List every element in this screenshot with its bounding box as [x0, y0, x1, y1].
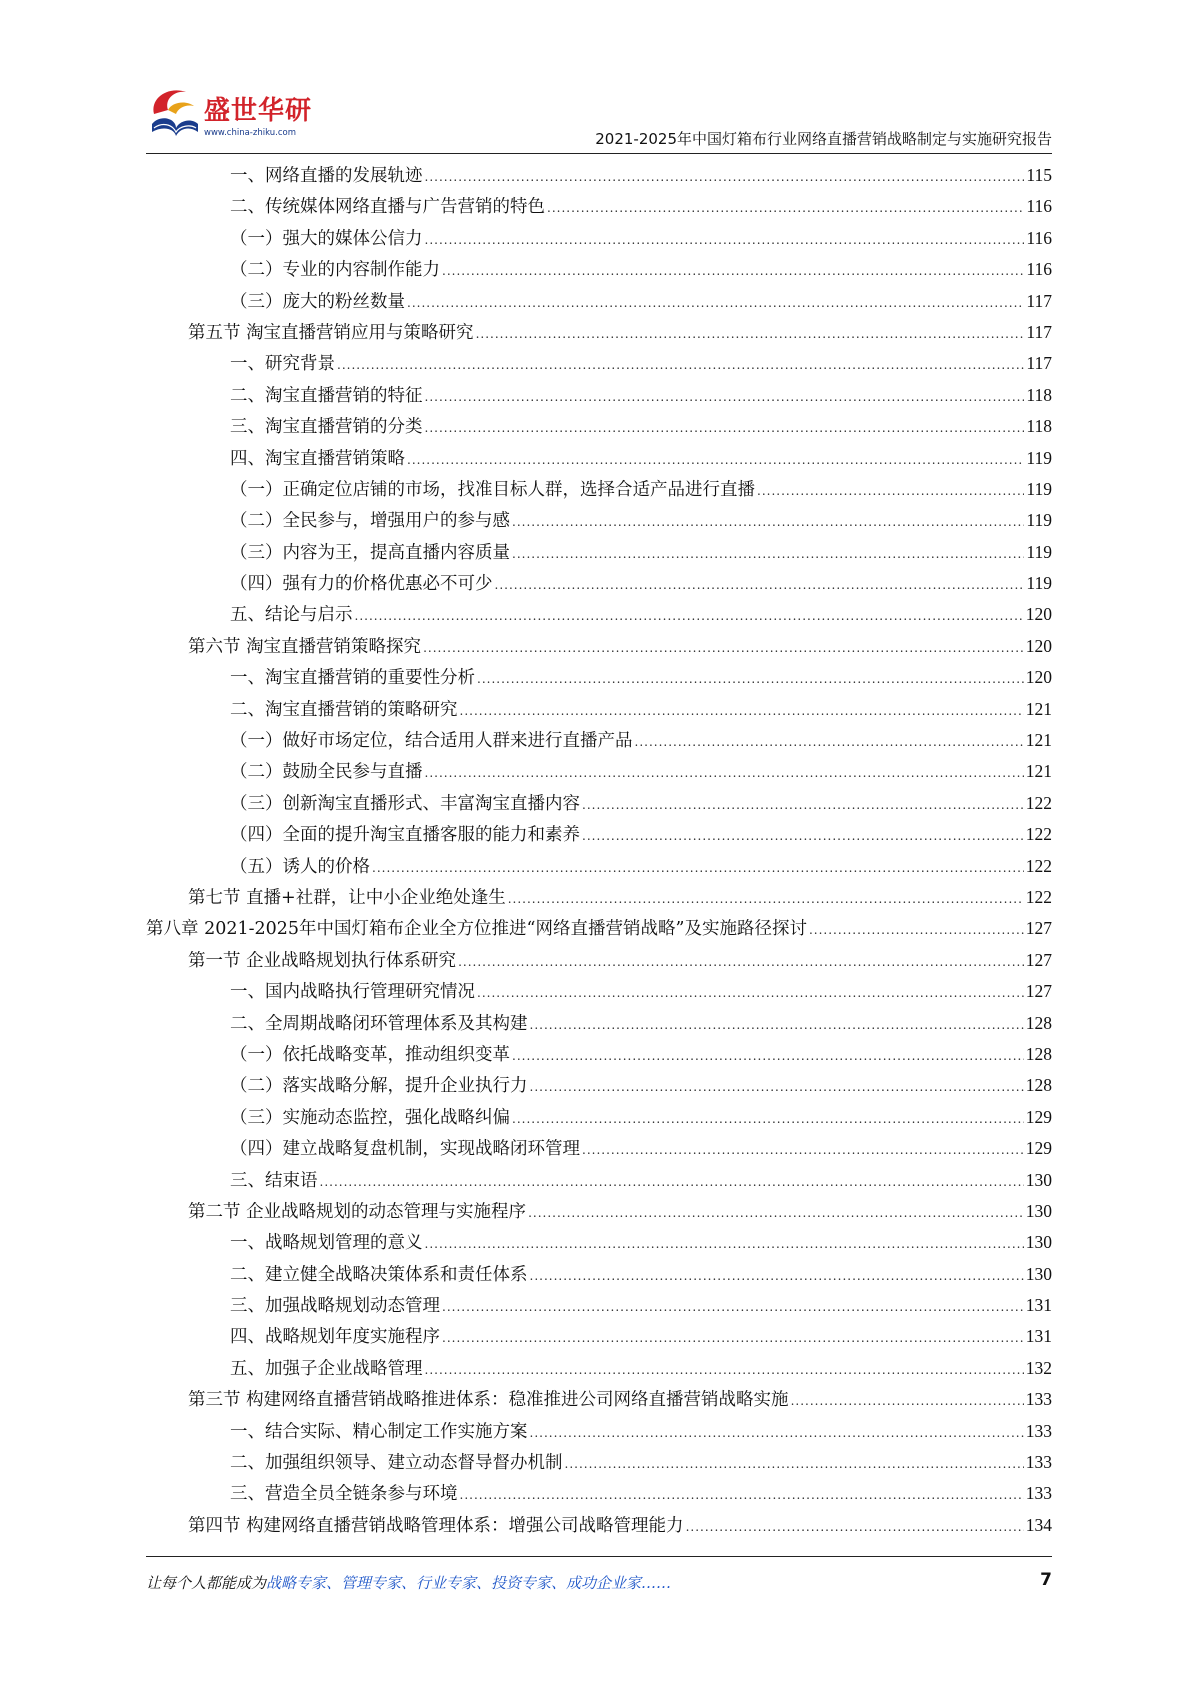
toc-entry[interactable] [146, 1133, 1052, 1164]
report-title: 2021-2025年中国灯箱布行业网络直播营销战略制定与实施研究报告 [595, 130, 1052, 148]
toc-entry[interactable] [146, 537, 1052, 568]
toc-entry[interactable] [146, 443, 1052, 474]
toc-entry[interactable] [146, 348, 1052, 379]
toc-entry-title: 一、网络直播的发展轨迹 [230, 166, 423, 186]
toc-entry-title: 一、国内战略执行管理研究情况 [230, 982, 475, 1003]
toc-leader-dots [425, 1355, 1024, 1386]
toc-entry[interactable] [146, 380, 1052, 411]
toc-leader-dots [425, 413, 1025, 444]
header-divider [146, 153, 1052, 154]
footer-divider [146, 1556, 1052, 1557]
toc-leader-dots [407, 288, 1024, 319]
toc-entry[interactable] [146, 160, 1052, 191]
toc-entry-title: （二）全民参与，增强用户的参与感 [230, 511, 510, 532]
toc-entry-page: 118 [1026, 416, 1052, 437]
toc-entry-page: 122 [1025, 855, 1052, 876]
toc-entry-page: 119 [1026, 510, 1052, 531]
toc-entry-title: （三）庞大的粉丝数量 [230, 291, 405, 312]
toc-leader-dots [337, 350, 1024, 381]
toc-entry[interactable] [146, 913, 1052, 944]
page-header [146, 80, 1052, 156]
toc-entry-title: （三）创新淘宝直播形式、丰富淘宝直播内容 [230, 793, 580, 814]
toc-entry-page: 119 [1026, 478, 1052, 499]
toc-leader-dots [460, 1480, 1024, 1511]
toc-leader-dots [442, 256, 1024, 287]
toc-entry-page: 117 [1026, 321, 1052, 342]
toc-entry-page: 119 [1026, 447, 1052, 468]
toc-leader-dots [425, 1229, 1024, 1260]
toc-entry-page: 117 [1026, 290, 1052, 311]
toc-entry-title: 三、加强战略规划动态管理 [230, 1296, 440, 1317]
toc-entry[interactable] [146, 411, 1052, 442]
toc-entry-title: 四、战略规划年度实施程序 [230, 1327, 440, 1348]
toc-entry-title: 第二节 企业战略规划的动态管理与实施程序 [188, 1201, 527, 1222]
toc-leader-dots [460, 696, 1024, 727]
toc-entry-page: 134 [1025, 1514, 1052, 1535]
toc-entry[interactable] [146, 662, 1052, 693]
toc-entry-title: 三、淘宝直播营销的分类 [230, 417, 423, 438]
toc-entry[interactable] [146, 1290, 1052, 1321]
toc-leader-dots [423, 633, 1024, 664]
toc-entry[interactable] [146, 599, 1052, 630]
toc-entry[interactable] [146, 568, 1052, 599]
toc-leader-dots [635, 727, 1024, 758]
toc-leader-dots [547, 193, 1024, 224]
toc-entry-title: （三）内容为王，提高直播内容质量 [230, 542, 510, 563]
toc-leader-dots [407, 445, 1024, 476]
toc-entry-page: 129 [1025, 1106, 1052, 1127]
toc-entry-title: 五、加强子企业战略管理 [230, 1358, 423, 1379]
toc-entry-page: 127 [1025, 981, 1052, 1002]
toc-entry-page: 122 [1025, 886, 1052, 907]
toc-entry-title: （一）强大的媒体公信力 [230, 228, 423, 249]
toc-entry-page: 121 [1025, 730, 1052, 751]
toc-leader-dots [425, 225, 1025, 256]
toc-entry-title: 三、营造全员全链条参与环境 [230, 1484, 458, 1505]
toc-entry-title: （一）正确定位店铺的市场，找准目标人群，选择合适产品进行直播 [230, 479, 755, 500]
toc-entry-title: 二、淘宝直播营销的策略研究 [230, 699, 458, 720]
toc-leader-dots [477, 664, 1024, 695]
toc-leader-dots [442, 1323, 1024, 1354]
toc-entry-title: （三）实施动态监控，强化战略纠偏 [230, 1107, 510, 1128]
toc-entry-page: 119 [1026, 573, 1052, 594]
toc-entry-title: 第四节 构建网络直播营销战略管理体系：增强公司战略管理能力 [188, 1515, 684, 1536]
toc-entry-page: 127 [1025, 918, 1052, 939]
toc-entry[interactable] [146, 976, 1052, 1007]
toc-entry-title: 三、结束语 [230, 1170, 318, 1191]
toc-entry-title: （一）做好市场定位，结合适用人群来进行直播产品 [230, 731, 633, 752]
toc-entry[interactable] [146, 788, 1052, 819]
toc-entry[interactable] [146, 1353, 1052, 1384]
toc-entry[interactable] [146, 191, 1052, 222]
toc-entry[interactable] [146, 1008, 1052, 1039]
toc-entry-page: 118 [1026, 384, 1052, 405]
toc-entry-page: 116 [1026, 227, 1052, 248]
toc-entry-page: 129 [1025, 1138, 1052, 1159]
toc-entry-page: 133 [1025, 1420, 1052, 1441]
toc-leader-dots [476, 319, 1025, 350]
toc-entry-title: 第一节 企业战略规划执行体系研究 [188, 950, 457, 971]
toc-entry[interactable] [146, 317, 1052, 348]
toc-entry-title: 第八章 2021-2025年中国灯箱布企业全方位推进“网络直播营销战略”及实施路径探讨 [146, 919, 807, 940]
toc-entry[interactable] [146, 1478, 1052, 1509]
toc-entry-page: 128 [1025, 1075, 1052, 1096]
toc-entry-page: 121 [1025, 761, 1052, 782]
toc-entry-page: 120 [1025, 667, 1052, 688]
toc-entry[interactable] [146, 1447, 1052, 1478]
toc-entry-title: 第五节 淘宝直播营销应用与策略研究 [188, 322, 474, 343]
footer-prefix: 让每个人都能成为 [146, 1574, 267, 1592]
toc-entry-title: （一）依托战略变革，推动组织变革 [230, 1044, 510, 1065]
toc-entry-page: 133 [1025, 1452, 1052, 1473]
page-number: 7 [1040, 1570, 1052, 1590]
toc-entry-title: （四）建立战略复盘机制，实现战略闭环管理 [230, 1139, 580, 1160]
toc-entry-page: 131 [1025, 1295, 1052, 1316]
toc-entry-page: 121 [1025, 698, 1052, 719]
toc-entry-page: 122 [1025, 824, 1052, 845]
toc-entry-page: 122 [1025, 792, 1052, 813]
toc-leader-dots [512, 1041, 1024, 1072]
toc-leader-dots [512, 507, 1024, 538]
toc-leader-dots [530, 1010, 1024, 1041]
toc-entry-title: （四）全面的提升淘宝直播客服的能力和素养 [230, 825, 580, 846]
toc-entry[interactable] [146, 945, 1052, 976]
footer-slogan [146, 1572, 671, 1593]
toc-entry-title: 一、结合实际、精心制定工作实施方案 [230, 1421, 528, 1442]
toc-entry[interactable] [146, 1196, 1052, 1227]
toc-leader-dots [355, 601, 1024, 632]
toc-leader-dots [512, 1104, 1024, 1135]
toc-entry-page: 130 [1025, 1232, 1052, 1253]
toc-entry[interactable] [146, 851, 1052, 882]
toc-entry[interactable] [146, 882, 1052, 913]
toc-leader-dots [530, 1418, 1024, 1449]
toc-entry-page: 132 [1025, 1357, 1052, 1378]
toc-entry[interactable] [146, 1039, 1052, 1070]
toc-leader-dots [458, 947, 1024, 978]
toc-entry-title: （二）专业的内容制作能力 [230, 260, 440, 281]
toc-entry-page: 130 [1025, 1169, 1052, 1190]
toc-leader-dots [530, 1261, 1024, 1292]
toc-entry-title: （五）诱人的价格 [230, 856, 370, 877]
toc-entry-title: 第三节 构建网络直播营销战略推进体系：稳准推进公司网络直播营销战略实施 [188, 1390, 789, 1411]
toc-entry-page: 131 [1025, 1326, 1052, 1347]
toc-leader-dots [686, 1512, 1024, 1543]
toc-entry[interactable] [146, 1070, 1052, 1101]
toc-entry[interactable] [146, 1165, 1052, 1196]
toc-leader-dots [528, 1198, 1024, 1229]
table-of-contents [146, 160, 1052, 1541]
toc-leader-dots [508, 884, 1024, 915]
toc-entry-title: 四、淘宝直播营销策略 [230, 448, 405, 469]
toc-leader-dots [809, 915, 1024, 946]
toc-entry-page: 130 [1025, 1263, 1052, 1284]
toc-entry-page: 128 [1025, 1043, 1052, 1064]
toc-entry[interactable] [146, 254, 1052, 285]
toc-leader-dots [425, 162, 1025, 193]
toc-entry-title: （二）鼓励全民参与直播 [230, 762, 423, 783]
toc-leader-dots [442, 1292, 1024, 1323]
toc-leader-dots [582, 821, 1024, 852]
company-logo [146, 84, 321, 150]
toc-entry-page: 133 [1025, 1389, 1052, 1410]
toc-leader-dots [495, 570, 1025, 601]
toc-entry-page: 133 [1025, 1483, 1052, 1504]
toc-entry-page: 117 [1026, 353, 1052, 374]
toc-leader-dots [582, 790, 1024, 821]
toc-entry-title: （四）强有力的价格优惠必不可少 [230, 574, 493, 595]
toc-entry-title: 第七节 直播+社群，让中小企业绝处逢生 [188, 887, 506, 908]
toc-entry-title: 二、全周期战略闭环管理体系及其构建 [230, 1013, 528, 1034]
toc-leader-dots [791, 1386, 1024, 1417]
toc-entry[interactable] [146, 725, 1052, 756]
toc-entry[interactable] [146, 1102, 1052, 1133]
toc-leader-dots [582, 1135, 1024, 1166]
toc-entry[interactable] [146, 1416, 1052, 1447]
toc-entry-page: 127 [1025, 949, 1052, 970]
toc-leader-dots [425, 758, 1024, 789]
toc-entry-page: 130 [1025, 1200, 1052, 1221]
toc-entry-page: 128 [1025, 1012, 1052, 1033]
toc-leader-dots [372, 853, 1024, 884]
toc-leader-dots [757, 476, 1024, 507]
toc-entry[interactable] [146, 1384, 1052, 1415]
toc-entry-title: 二、建立健全战略决策体系和责任体系 [230, 1264, 528, 1285]
toc-entry[interactable] [146, 223, 1052, 254]
toc-entry-title: 一、淘宝直播营销的重要性分析 [230, 668, 475, 689]
toc-entry-title: 一、战略规划管理的意义 [230, 1233, 423, 1254]
logo-icon [146, 84, 202, 142]
toc-entry[interactable] [146, 1227, 1052, 1258]
toc-entry[interactable] [146, 756, 1052, 787]
toc-entry[interactable] [146, 1259, 1052, 1290]
toc-entry[interactable] [146, 819, 1052, 850]
toc-entry-page: 116 [1026, 259, 1052, 280]
toc-entry-page: 115 [1026, 165, 1052, 185]
toc-entry-title: 二、淘宝直播营销的特征 [230, 385, 423, 406]
toc-entry[interactable] [146, 694, 1052, 725]
toc-entry-title: （二）落实战略分解，提升企业执行力 [230, 1076, 528, 1097]
toc-leader-dots [320, 1167, 1024, 1198]
toc-entry[interactable] [146, 505, 1052, 536]
toc-entry-page: 116 [1026, 196, 1052, 217]
footer-highlight: 战略专家、管理专家、行业专家、投资专家、成功企业家…… [266, 1574, 672, 1592]
toc-entry-title: 二、加强组织领导、建立动态督导督办机制 [230, 1453, 563, 1474]
toc-leader-dots [565, 1449, 1024, 1480]
toc-entry-page: 120 [1025, 604, 1052, 625]
toc-leader-dots [477, 978, 1024, 1009]
toc-entry-title: 第六节 淘宝直播营销策略探究 [188, 636, 422, 657]
toc-entry[interactable] [146, 1510, 1052, 1541]
toc-entry-page: 120 [1025, 635, 1052, 656]
toc-entry-title: 二、传统媒体网络直播与广告营销的特色 [230, 197, 545, 218]
logo-name: 盛世华研 [204, 96, 313, 126]
toc-entry[interactable] [146, 631, 1052, 662]
toc-entry-title: 一、研究背景 [230, 354, 335, 375]
toc-entry-page: 119 [1026, 541, 1052, 562]
toc-entry-title: 五、结论与启示 [230, 605, 353, 626]
logo-url: www.china-zhiku.com [204, 128, 296, 138]
toc-entry[interactable] [146, 286, 1052, 317]
toc-entry[interactable] [146, 474, 1052, 505]
toc-leader-dots [530, 1072, 1024, 1103]
toc-leader-dots [425, 382, 1025, 413]
toc-entry[interactable] [146, 1321, 1052, 1352]
toc-leader-dots [512, 539, 1024, 570]
